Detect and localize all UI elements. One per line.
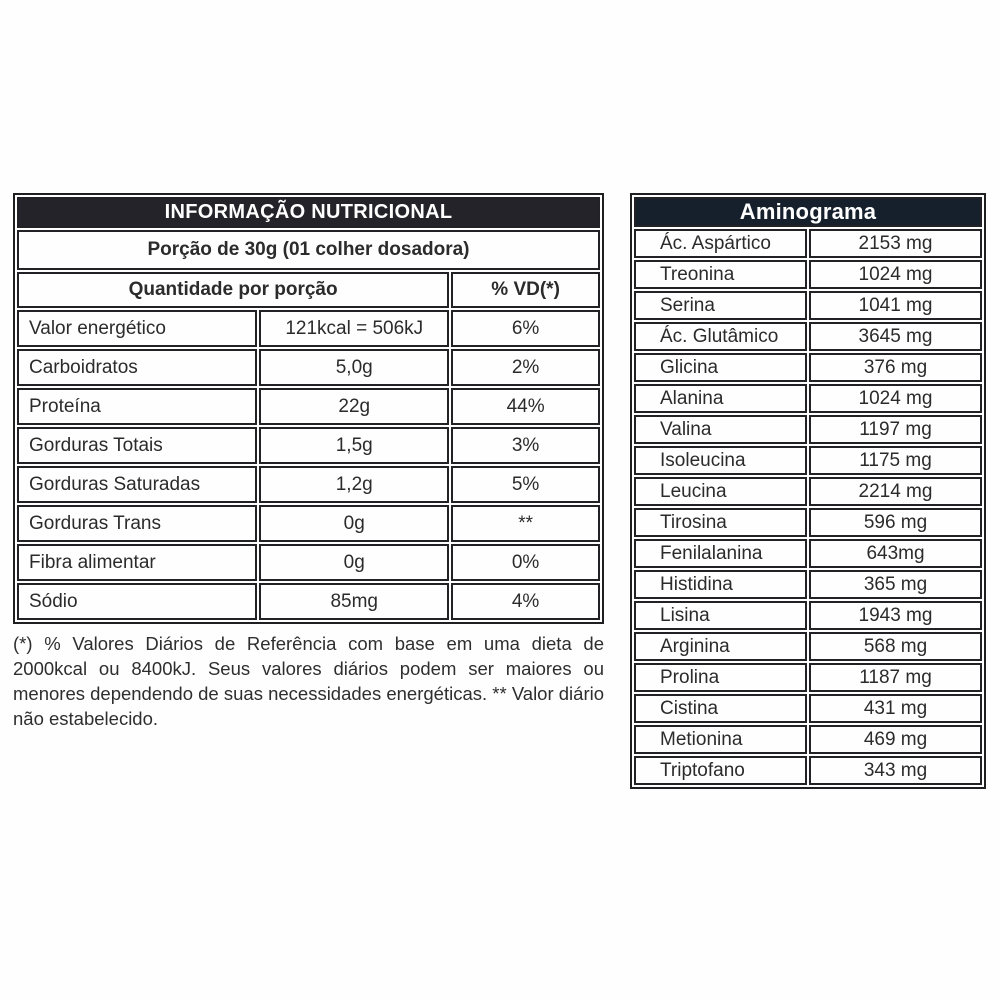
amino-acid-amount: 596 mg [809,508,982,537]
table-row [634,415,982,444]
nutrition-table [15,195,602,622]
table-row [634,260,982,289]
amino-acid-amount: 343 mg [809,756,982,785]
nutrient-name: Gorduras Trans [17,505,257,542]
nutrient-dv: 0% [451,544,600,581]
nutrient-dv: 4% [451,583,600,620]
amino-acid-amount: 469 mg [809,725,982,754]
amino-acid-amount: 2214 mg [809,477,982,506]
table-row [17,388,600,425]
amino-acid-amount: 1175 mg [809,446,982,475]
daily-value-column-header: % VD(*) [451,272,600,308]
nutrient-name: Proteína [17,388,257,425]
amino-acid-name: Ác. Glutâmico [634,322,807,351]
amino-acid-name: Leucina [634,477,807,506]
amino-acid-name: Valina [634,415,807,444]
table-row [634,570,982,599]
nutrient-amount: 0g [259,505,449,542]
amino-acid-name: Tirosina [634,508,807,537]
amino-acid-name: Glicina [634,353,807,382]
amino-acid-name: Ác. Aspártico [634,229,807,258]
amino-acid-name: Metionina [634,725,807,754]
nutrient-name: Valor energético [17,310,257,347]
table-row [634,601,982,630]
amino-acid-name: Fenilalanina [634,539,807,568]
nutrient-name: Gorduras Totais [17,427,257,464]
table-row [634,477,982,506]
table-row [634,725,982,754]
nutrient-amount: 0g [259,544,449,581]
amino-acid-amount: 1943 mg [809,601,982,630]
nutrient-amount: 1,2g [259,466,449,503]
table-title-row [17,197,600,228]
amino-acid-name: Treonina [634,260,807,289]
table-row [634,756,982,785]
serving-size-label: Porção de 30g (01 colher dosadora) [17,230,600,270]
table-row [634,694,982,723]
daily-values-footnote: (*) % Valores Diários de Referência com base em uma dieta de 2000kcal ou 8400kJ. Seus valores diários podem ser maiores ou menores dependendo de suas necessidades energéticas. ** Valor diário não estabelecido. [13,633,605,729]
aminogram-table [630,193,986,789]
table-row [634,229,982,258]
amino-acid-amount: 1024 mg [809,260,982,289]
nutrition-table-title: INFORMAÇÃO NUTRICIONAL [17,197,600,228]
amino-acid-name: Prolina [634,663,807,692]
amino-acid-amount: 376 mg [809,353,982,382]
table-row [17,349,600,386]
amino-acid-name: Cistina [634,694,807,723]
amino-acid-amount: 568 mg [809,632,982,661]
table-row [634,291,982,320]
amino-acid-name: Lisina [634,601,807,630]
table-row [634,632,982,661]
amino-acid-amount: 431 mg [809,694,982,723]
nutrient-name: Gorduras Saturadas [17,466,257,503]
table-row [17,466,600,503]
nutrient-name: Sódio [17,583,257,620]
nutrient-amount: 22g [259,388,449,425]
amino-acid-name: Histidina [634,570,807,599]
amino-acid-name: Serina [634,291,807,320]
table-row [17,427,600,464]
nutrient-amount: 121kcal = 506kJ [259,310,449,347]
amino-acid-amount: 643mg [809,539,982,568]
amino-acid-name: Isoleucina [634,446,807,475]
nutrient-amount: 1,5g [259,427,449,464]
table-row [634,663,982,692]
nutrient-dv: 3% [451,427,600,464]
nutrient-dv: ** [451,505,600,542]
nutrient-name: Fibra alimentar [17,544,257,581]
amino-acid-amount: 1197 mg [809,415,982,444]
table-row [17,544,600,581]
table-row [634,446,982,475]
nutrient-dv: 5% [451,466,600,503]
amino-table [632,195,984,787]
amino-acid-amount: 2153 mg [809,229,982,258]
serving-row [17,230,600,270]
nutrient-dv: 6% [451,310,600,347]
column-header-row [17,272,600,308]
nutrient-amount: 85mg [259,583,449,620]
amino-acid-amount: 1041 mg [809,291,982,320]
amino-acid-amount: 3645 mg [809,322,982,351]
nutrient-dv: 2% [451,349,600,386]
amino-acid-amount: 365 mg [809,570,982,599]
nutrient-amount: 5,0g [259,349,449,386]
amino-acid-name: Arginina [634,632,807,661]
table-row [634,322,982,351]
table-row [17,583,600,620]
nutrient-dv: 44% [451,388,600,425]
quantity-column-header: Quantidade por porção [17,272,449,308]
aminogram-table-title: Aminograma [634,197,982,227]
table-title-row [634,197,982,227]
amino-acid-amount: 1187 mg [809,663,982,692]
table-row [634,539,982,568]
amino-acid-amount: 1024 mg [809,384,982,413]
table-row [634,508,982,537]
table-row [634,353,982,382]
amino-acid-name: Triptofano [634,756,807,785]
table-row [634,384,982,413]
amino-acid-name: Alanina [634,384,807,413]
nutrition-facts-table [13,193,604,624]
table-row [17,505,600,542]
table-row [17,310,600,347]
nutrient-name: Carboidratos [17,349,257,386]
